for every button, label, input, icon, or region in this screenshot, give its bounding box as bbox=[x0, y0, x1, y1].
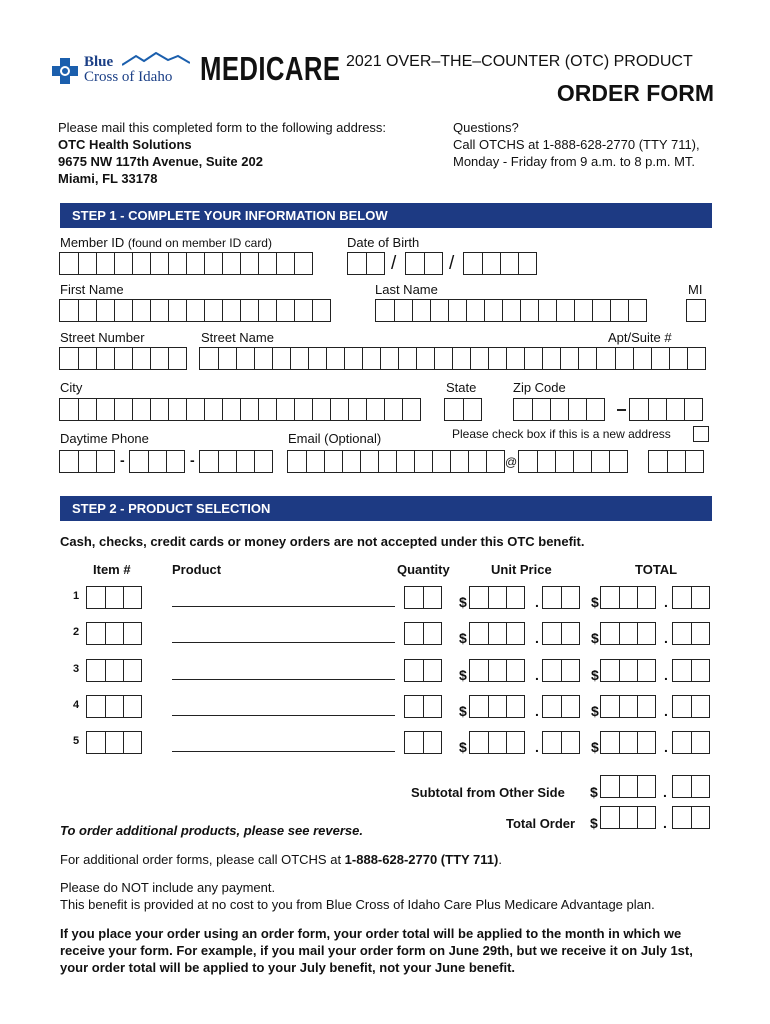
email-domain-field[interactable] bbox=[518, 450, 628, 473]
email-label: Email (Optional) bbox=[288, 431, 382, 446]
total-dot: . bbox=[664, 630, 668, 646]
unit-price-dollar: $ bbox=[459, 739, 467, 755]
phone-area-field[interactable] bbox=[59, 450, 115, 473]
quantity-field[interactable] bbox=[404, 622, 442, 645]
zip-dash bbox=[617, 409, 626, 411]
form-subtitle: ORDER FORM bbox=[556, 80, 714, 106]
total-dollars-field[interactable] bbox=[600, 659, 656, 682]
no-payment-note: Please do NOT include any payment. bbox=[60, 880, 276, 895]
medicare-brand: MEDICARE bbox=[200, 50, 341, 87]
total-cents-field[interactable] bbox=[672, 731, 710, 754]
mi-label: MI bbox=[688, 282, 703, 297]
new-address-label: Please check box if this is a new address bbox=[452, 427, 671, 441]
city-label: City bbox=[60, 380, 83, 395]
total-order-dollar: $ bbox=[590, 815, 598, 831]
quantity-field[interactable] bbox=[404, 659, 442, 682]
additional-forms-note bbox=[60, 852, 502, 867]
mountain-icon bbox=[122, 52, 190, 66]
state-label: State bbox=[446, 380, 477, 395]
row-number: 1 bbox=[73, 590, 80, 602]
address-line-1: OTC Health Solutions bbox=[58, 137, 192, 152]
dob-slash-1: / bbox=[391, 253, 397, 274]
subtotal-cents-field[interactable] bbox=[672, 775, 710, 798]
row-number: 3 bbox=[73, 663, 80, 675]
col-total-header: TOTAL bbox=[635, 562, 678, 577]
questions-heading: Questions? bbox=[453, 120, 519, 135]
step-2-banner: STEP 2 - PRODUCT SELECTION bbox=[60, 496, 712, 521]
street-name-label: Street Name bbox=[201, 330, 274, 345]
last-name-field[interactable] bbox=[375, 299, 647, 322]
blue-cross-shield-icon bbox=[50, 56, 80, 86]
total-dollar: $ bbox=[591, 630, 599, 646]
quantity-field[interactable] bbox=[404, 695, 442, 718]
mi-field[interactable] bbox=[686, 299, 706, 322]
subtotal-dollar: $ bbox=[590, 784, 598, 800]
new-address-checkbox[interactable] bbox=[693, 426, 709, 442]
total-dot: . bbox=[664, 703, 668, 719]
unit-price-dollars-field[interactable] bbox=[469, 622, 525, 645]
unit-price-dollar: $ bbox=[459, 594, 467, 610]
total-cents-field[interactable] bbox=[672, 586, 710, 609]
street-name-field[interactable] bbox=[199, 347, 597, 370]
dob-day-field[interactable] bbox=[405, 252, 443, 275]
forms-phone: 1-888-628-2770 (TTY 711) bbox=[344, 852, 499, 867]
unit-price-dollar: $ bbox=[459, 667, 467, 683]
total-cents-field[interactable] bbox=[672, 659, 710, 682]
see-reverse-note: To order additional products, please see reverse. bbox=[60, 823, 363, 838]
forms-prefix: For additional order forms, please call OTCHS at bbox=[60, 852, 345, 867]
questions-line-1: Call OTCHS at 1-888-628-2770 (TTY 711), bbox=[453, 137, 700, 152]
unit-price-dot: . bbox=[535, 739, 539, 755]
unit-price-dot: . bbox=[535, 667, 539, 683]
unit-price-cents-field[interactable] bbox=[542, 695, 580, 718]
unit-price-dollars-field[interactable] bbox=[469, 586, 525, 609]
member-id-label-text: Member ID bbox=[60, 235, 125, 250]
product-line[interactable] bbox=[172, 751, 395, 752]
quantity-field[interactable] bbox=[404, 731, 442, 754]
member-id-label bbox=[60, 235, 272, 250]
member-id-note: (found on member ID card) bbox=[127, 236, 272, 250]
total-cents-field[interactable] bbox=[672, 622, 710, 645]
unit-price-dot: . bbox=[535, 703, 539, 719]
total-dollars-field[interactable] bbox=[600, 586, 656, 609]
last-name-label: Last Name bbox=[375, 282, 438, 297]
total-dot: . bbox=[664, 594, 668, 610]
dob-label: Date of Birth bbox=[347, 235, 420, 250]
total-dollars-field[interactable] bbox=[600, 695, 656, 718]
item-number-field[interactable] bbox=[86, 586, 142, 609]
unit-price-dollars-field[interactable] bbox=[469, 731, 525, 754]
product-line[interactable] bbox=[172, 715, 395, 716]
email-tld-field[interactable] bbox=[648, 450, 704, 473]
form-title: 2021 OVER–THE–COUNTER (OTC) PRODUCT bbox=[346, 53, 693, 70]
order-timing-note: If you place your order using an order form, your order total will be applied to the month in which we receive your form. For example, if you mail your order form on June 29th, but we receive it on July 1st, your order total will be applied to your July benefit, not your June benefit. bbox=[60, 926, 693, 975]
unit-price-cents-field[interactable] bbox=[542, 731, 580, 754]
zip-field[interactable] bbox=[513, 398, 605, 421]
phone-dash-2: - bbox=[190, 452, 195, 468]
total-order-dollars-field[interactable] bbox=[600, 806, 656, 829]
subtotal-dot: . bbox=[663, 784, 667, 800]
address-line-2: 9675 NW 117th Avenue, Suite 202 bbox=[58, 154, 263, 169]
state-field[interactable] bbox=[444, 398, 482, 421]
row-number: 5 bbox=[73, 735, 80, 747]
col-unit-price-header: Unit Price bbox=[491, 562, 552, 577]
address-intro: Please mail this completed form to the following address: bbox=[58, 120, 387, 135]
logo-line-1: Blue bbox=[84, 54, 114, 70]
total-order-dot: . bbox=[663, 815, 667, 831]
dob-month-field[interactable] bbox=[347, 252, 385, 275]
unit-price-cents-field[interactable] bbox=[542, 622, 580, 645]
phone-label: Daytime Phone bbox=[60, 431, 149, 446]
row-number: 4 bbox=[73, 699, 80, 711]
first-name-field[interactable] bbox=[59, 299, 331, 322]
apt-suite-field[interactable] bbox=[596, 347, 706, 370]
logo bbox=[50, 52, 190, 88]
unit-price-dollars-field[interactable] bbox=[469, 695, 525, 718]
item-number-field[interactable] bbox=[86, 731, 142, 754]
zip-label: Zip Code bbox=[513, 380, 566, 395]
logo-line-2: Cross of Idaho bbox=[84, 69, 173, 85]
phone-dash-1: - bbox=[120, 452, 125, 468]
total-dollar: $ bbox=[591, 594, 599, 610]
questions-block bbox=[453, 119, 700, 170]
first-name-label: First Name bbox=[60, 282, 124, 297]
mail-address bbox=[58, 119, 386, 187]
dob-year-field[interactable] bbox=[463, 252, 537, 275]
street-number-label: Street Number bbox=[60, 330, 145, 345]
questions-line-2: Monday - Friday from 9 a.m. to 8 p.m. MT. bbox=[453, 154, 696, 169]
product-line[interactable] bbox=[172, 679, 395, 680]
unit-price-dot: . bbox=[535, 594, 539, 610]
subtotal-dollars-field[interactable] bbox=[600, 775, 656, 798]
phone-prefix-field[interactable] bbox=[129, 450, 185, 473]
unit-price-dot: . bbox=[535, 630, 539, 646]
payment-notice: Cash, checks, credit cards or money orders are not accepted under this OTC benefit. bbox=[60, 534, 585, 549]
forms-suffix: . bbox=[498, 852, 502, 867]
unit-price-dollars-field[interactable] bbox=[469, 659, 525, 682]
city-field[interactable] bbox=[59, 398, 421, 421]
street-number-field[interactable] bbox=[59, 347, 187, 370]
item-number-field[interactable] bbox=[86, 695, 142, 718]
zip-extension-field[interactable] bbox=[629, 398, 703, 421]
unit-price-cents-field[interactable] bbox=[542, 586, 580, 609]
item-number-field[interactable] bbox=[86, 622, 142, 645]
email-at-symbol: @ bbox=[505, 455, 518, 469]
col-product-header: Product bbox=[172, 562, 222, 577]
total-dollars-field[interactable] bbox=[600, 731, 656, 754]
total-dollar: $ bbox=[591, 703, 599, 719]
total-order-label: Total Order bbox=[506, 816, 576, 831]
member-id-field[interactable] bbox=[59, 252, 313, 275]
unit-price-cents-field[interactable] bbox=[542, 659, 580, 682]
address-line-3: Miami, FL 33178 bbox=[58, 171, 158, 186]
product-line[interactable] bbox=[172, 606, 395, 607]
total-dollars-field[interactable] bbox=[600, 622, 656, 645]
phone-line-field[interactable] bbox=[199, 450, 273, 473]
step-1-banner: STEP 1 - COMPLETE YOUR INFORMATION BELOW bbox=[60, 203, 712, 228]
apt-label: Apt/Suite # bbox=[608, 330, 672, 345]
benefit-note: This benefit is provided at no cost to you from Blue Cross of Idaho Care Plus Medicare Advantage plan. bbox=[60, 897, 655, 912]
total-order-cents-field[interactable] bbox=[672, 806, 710, 829]
col-item-header: Item # bbox=[93, 562, 131, 577]
col-quantity-header: Quantity bbox=[397, 562, 450, 577]
total-dot: . bbox=[664, 739, 668, 755]
row-number: 2 bbox=[73, 626, 80, 638]
total-dot: . bbox=[664, 667, 668, 683]
unit-price-dollar: $ bbox=[459, 630, 467, 646]
unit-price-dollar: $ bbox=[459, 703, 467, 719]
email-user-field[interactable] bbox=[287, 450, 505, 473]
quantity-field[interactable] bbox=[404, 586, 442, 609]
item-number-field[interactable] bbox=[86, 659, 142, 682]
product-line[interactable] bbox=[172, 642, 395, 643]
dob-slash-2: / bbox=[449, 253, 455, 274]
total-dollar: $ bbox=[591, 667, 599, 683]
total-cents-field[interactable] bbox=[672, 695, 710, 718]
subtotal-label: Subtotal from Other Side bbox=[411, 785, 565, 800]
total-dollar: $ bbox=[591, 739, 599, 755]
